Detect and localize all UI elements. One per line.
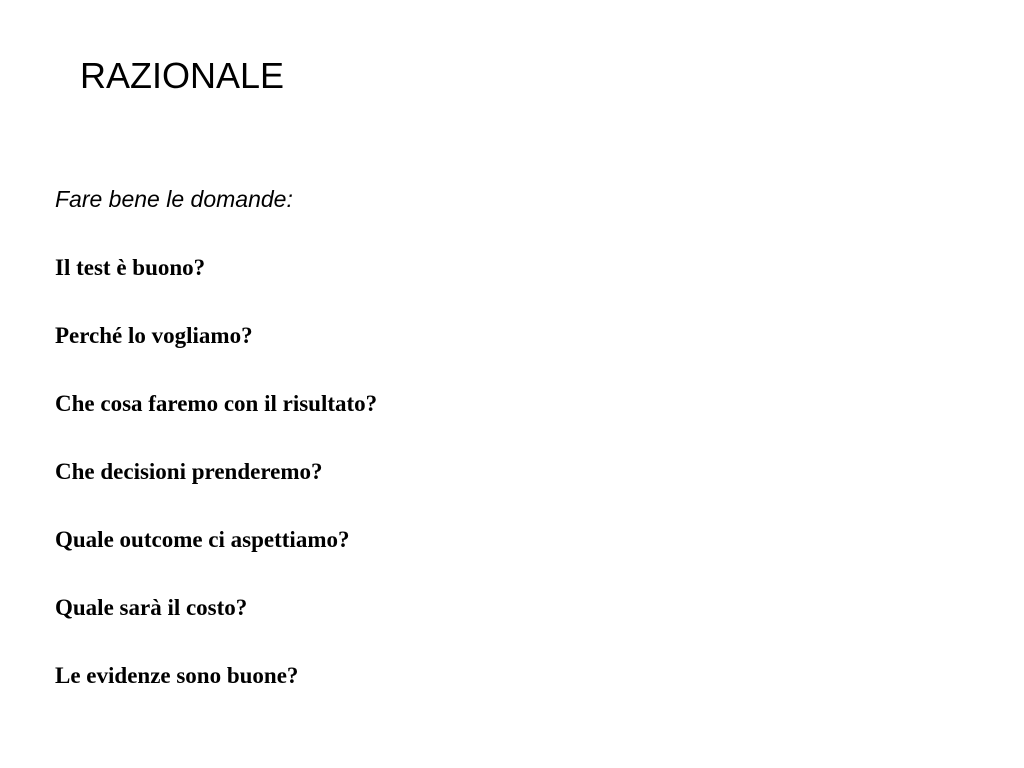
- question-item: Perché lo vogliamo?: [55, 323, 253, 348]
- question-item: Le evidenze sono buone?: [55, 663, 299, 688]
- question-item: Quale outcome ci aspettiamo?: [55, 527, 350, 552]
- question-item: Che cosa faremo con il risultato?: [55, 391, 378, 416]
- slide-title: RAZIONALE: [80, 55, 285, 96]
- question-item: Il test è buono?: [55, 255, 206, 280]
- question-item: Quale sarà il costo?: [55, 595, 248, 620]
- question-item: Che decisioni prenderemo?: [55, 459, 323, 484]
- intro-text: Fare bene le domande:: [55, 186, 293, 212]
